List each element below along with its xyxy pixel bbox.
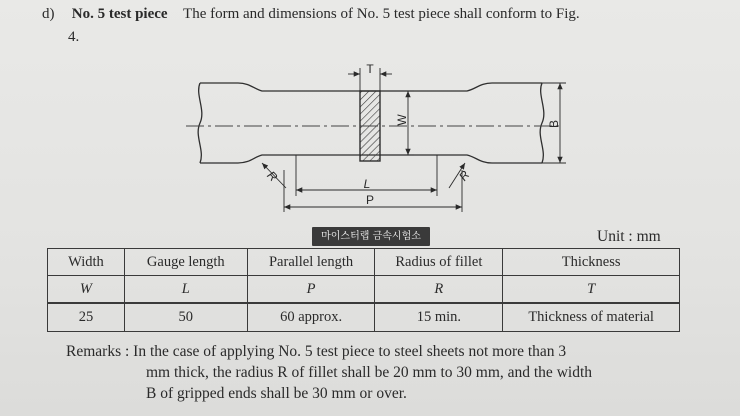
section-text-line2: 4. [68, 29, 80, 45]
table-header-row [48, 249, 680, 276]
remarks-text-line1: In the case of applying No. 5 test piece to steel sheets not more than 3 [133, 343, 567, 360]
remarks-line3: B of gripped ends shall be 30 mm or over. [146, 385, 407, 402]
remarks-block [66, 341, 592, 404]
symbol-T: T [503, 276, 680, 304]
symbol-P: P [247, 276, 375, 304]
value-parallel-length: 60 approx. [247, 303, 375, 332]
watermark-badge: 마이스터랩 금속시험소 [312, 227, 430, 246]
remarks-prefix: Remarks : [66, 343, 134, 360]
header-gauge-length: Gauge length [124, 249, 247, 276]
table-value-row [48, 303, 680, 332]
header-width: Width [48, 249, 125, 276]
label-W: W [395, 114, 409, 126]
remarks-line1 [66, 341, 592, 362]
remarks-line2: mm thick, the radius R of fillet shall be 20 mm to 30 mm, and the width [146, 364, 592, 381]
label-P: P [365, 193, 375, 207]
section-item-label: d) [42, 6, 55, 22]
header-parallel-length: Parallel length [247, 249, 375, 276]
label-T: T [366, 62, 374, 76]
label-L: L [363, 177, 371, 191]
value-width: 25 [48, 303, 125, 332]
symbol-R: R [375, 276, 503, 304]
header-thickness: Thickness [503, 249, 680, 276]
label-B: B [547, 119, 561, 129]
hatched-section [360, 91, 380, 161]
unit-label: Unit : mm [597, 228, 661, 245]
symbol-L: L [124, 276, 247, 304]
label-R-left: R [264, 168, 281, 185]
header-radius-of-fillet: Radius of fillet [375, 249, 503, 276]
value-gauge-length: 50 [124, 303, 247, 332]
section-text-line1: The form and dimensions of No. 5 test piece shall conform to Fig. [183, 6, 580, 22]
table-symbol-row [48, 276, 680, 304]
symbol-W: W [48, 276, 125, 304]
label-R-right: R [456, 167, 473, 184]
value-radius-of-fillet: 15 min. [375, 303, 503, 332]
section-title: No. 5 test piece [71, 6, 168, 22]
dimensions-table [47, 248, 680, 332]
value-thickness: Thickness of material [503, 303, 680, 332]
